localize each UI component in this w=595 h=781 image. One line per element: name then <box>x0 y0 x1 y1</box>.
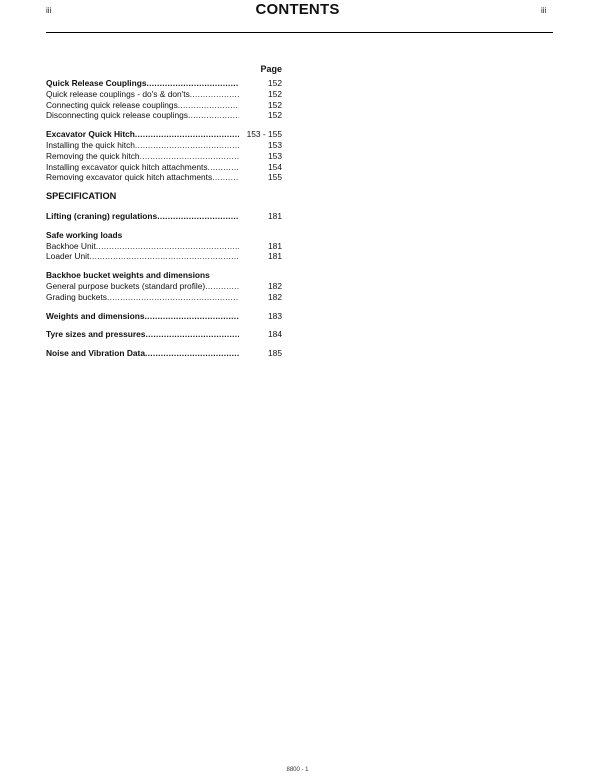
toc-entry[interactable] <box>46 281 282 292</box>
toc-entry-page: 185 <box>239 348 282 359</box>
toc-entry-title: Removing excavator quick hitch attachments ..... <box>46 172 282 183</box>
toc-entry-title: Grading buckets ..... <box>46 292 282 303</box>
toc-entry-title: Weights and dimensions ..... <box>46 311 282 322</box>
header-rule <box>46 32 553 33</box>
toc-entry-page: 182 <box>239 292 282 303</box>
toc-group-title: Safe working loads <box>46 229 123 240</box>
toc-entry[interactable] <box>46 348 282 359</box>
toc-entry-page: 152 <box>239 100 282 111</box>
toc-entry[interactable] <box>46 241 282 252</box>
page-number-left: iii <box>46 6 52 15</box>
toc-entry-page: 153 - 155 <box>239 129 282 140</box>
toc-entry[interactable] <box>46 89 282 100</box>
toc-entry-title: Removing the quick hitch ..... <box>46 151 282 162</box>
toc-entry[interactable] <box>46 251 282 262</box>
table-of-contents <box>46 78 282 359</box>
toc-group-title: Backhoe bucket weights and dimensions <box>46 270 210 281</box>
page-title: CONTENTS <box>255 1 340 18</box>
toc-entry-page: 181 <box>239 211 282 222</box>
toc-entry[interactable] <box>46 162 282 173</box>
toc-entry-page: 152 <box>239 78 282 89</box>
toc-entry-title: Lifting (craning) regulations ..... <box>46 211 282 222</box>
toc-entry-title: Installing the quick hitch ..... <box>46 140 282 151</box>
toc-entry-page: 153 <box>239 140 282 151</box>
toc-entry[interactable] <box>46 172 282 183</box>
spacer <box>46 121 282 129</box>
toc-entry[interactable] <box>46 78 282 89</box>
toc-entry[interactable] <box>46 140 282 151</box>
toc-entry-title: Tyre sizes and pressures ..... <box>46 329 282 340</box>
document-code: 8800 - 1 <box>286 767 309 773</box>
spacer <box>46 222 282 230</box>
toc-entry-page: 154 <box>239 162 282 173</box>
toc-entry-title: Backhoe Unit ..... <box>46 241 282 252</box>
spacer <box>46 321 282 329</box>
spacer <box>46 202 282 211</box>
toc-group-heading <box>46 270 282 281</box>
toc-entry[interactable] <box>46 311 282 322</box>
toc-entry-title: Quick Release Couplings ..... <box>46 78 282 89</box>
toc-entry-title: Connecting quick release couplings ..... <box>46 100 282 111</box>
toc-entry[interactable] <box>46 129 282 140</box>
toc-entry-title: General purpose buckets (standard profile) ..... <box>46 281 282 292</box>
toc-entry[interactable] <box>46 211 282 222</box>
toc-entry-title: Excavator Quick Hitch ..... <box>46 129 282 140</box>
page-number-right: iii <box>541 6 547 15</box>
page-column-label: Page <box>260 64 282 74</box>
toc-section-heading <box>46 191 282 202</box>
toc-entry-page: 155 <box>239 172 282 183</box>
toc-entry-page: 183 <box>239 311 282 322</box>
toc-entry-page: 153 <box>239 151 282 162</box>
spacer <box>46 262 282 270</box>
toc-entry-page: 181 <box>239 241 282 252</box>
toc-entry-page: 181 <box>239 251 282 262</box>
toc-entry-page: 182 <box>239 281 282 292</box>
toc-entry-title: Disconnecting quick release couplings ..... <box>46 110 282 121</box>
toc-group-heading <box>46 230 282 241</box>
toc-entry[interactable] <box>46 110 282 121</box>
toc-entry-page: 152 <box>239 110 282 121</box>
toc-entry-title: Loader Unit ..... <box>46 251 282 262</box>
toc-entry-title: Quick release couplings - do's & don'ts ..... <box>46 89 282 100</box>
toc-entry[interactable] <box>46 292 282 303</box>
toc-entry-title: Installing excavator quick hitch attachments ..... <box>46 162 282 173</box>
toc-entry-title: Noise and Vibration Data ..... <box>46 348 282 359</box>
spacer <box>46 303 282 311</box>
toc-entry[interactable] <box>46 151 282 162</box>
toc-entry-page: 152 <box>239 89 282 100</box>
spacer <box>46 183 282 191</box>
toc-entry[interactable] <box>46 100 282 111</box>
toc-section-title: SPECIFICATION <box>46 191 117 202</box>
toc-entry-page: 184 <box>239 329 282 340</box>
spacer <box>46 340 282 348</box>
toc-entry[interactable] <box>46 329 282 340</box>
